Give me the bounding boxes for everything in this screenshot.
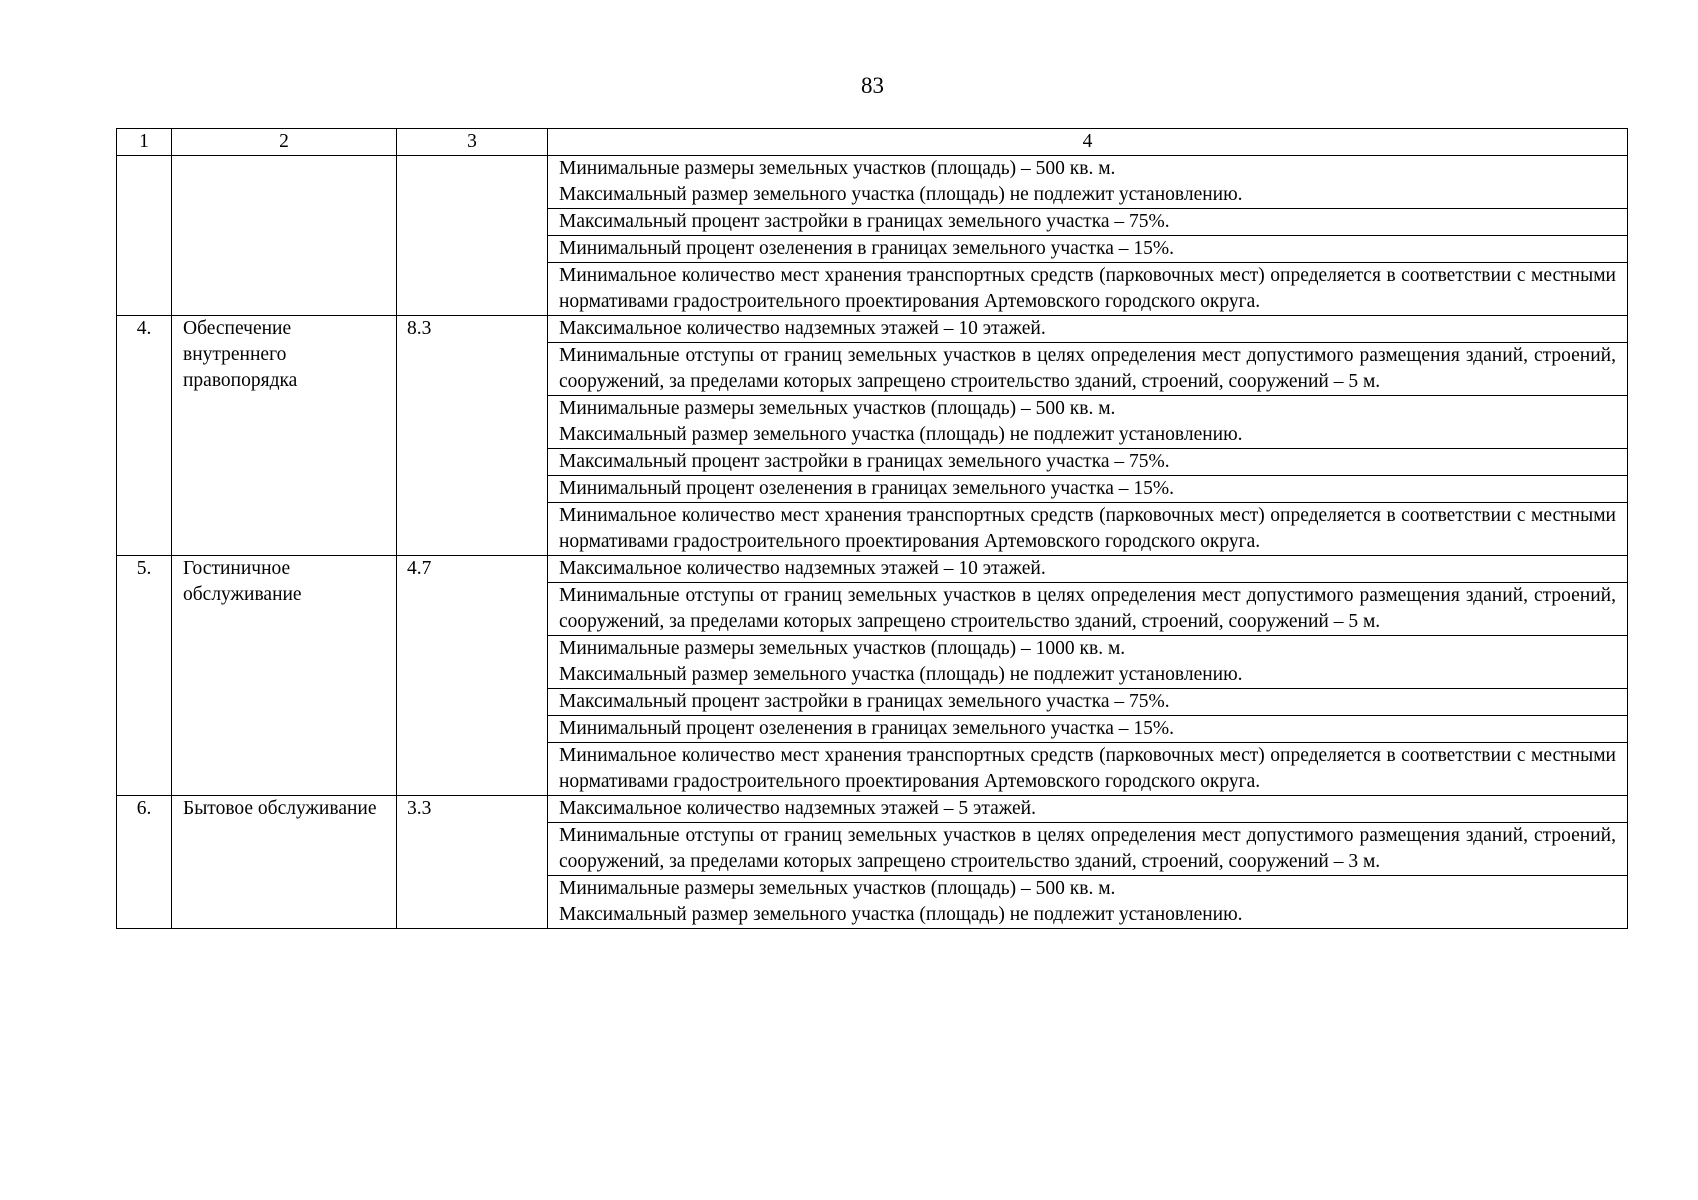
parameter-text: Минимальный процент озеленения в границах земельного участка – 15%. (559, 238, 1175, 259)
parameter-text: Минимальное количество мест хранения транспортных средств (парковочных мест) определяется в соответствии с местными нормативами градостроительного проектирования Артемовского городского округа. (559, 505, 1616, 552)
parameter-text: Минимальные отступы от границ земельных участков в целях определения мест допустимого размещения зданий, строений, сооружений, за пределами которых запрещено строительство зданий, строений, сооружений – 3 м. (559, 825, 1616, 872)
header-cell-3: 3 (397, 129, 548, 156)
row-number-cell: 5. (117, 556, 172, 796)
parameter-cell (548, 476, 1628, 503)
table-row (117, 316, 1628, 343)
row-number-cell: 4. (117, 316, 172, 556)
parameter-cell (548, 796, 1628, 823)
parameter-cell (548, 343, 1628, 396)
parameter-text: Максимальное количество надземных этажей – 10 этажей. (559, 558, 1046, 579)
parameter-text: Минимальные размеры земельных участков (площадь) – 500 кв. м. (559, 878, 1116, 899)
parameter-cell (548, 316, 1628, 343)
page-number: 83 (861, 73, 884, 98)
parameter-text: Минимальный процент озеленения в границах земельного участка – 15%. (559, 718, 1175, 739)
parameter-cell (548, 556, 1628, 583)
parameter-text: Максимальный процент застройки в границах земельного участка – 75%. (559, 451, 1170, 472)
parameter-text: Минимальный процент озеленения в границах земельного участка – 15%. (559, 478, 1175, 499)
table-row (117, 796, 1628, 823)
parameter-text: Максимальное количество надземных этажей – 10 этажей. (559, 318, 1046, 339)
row-number-cell (117, 156, 172, 316)
parameter-text: Максимальное количество надземных этажей – 5 этажей. (559, 798, 1036, 819)
parameter-text: Минимальные размеры земельных участков (площадь) – 500 кв. м. (559, 398, 1116, 419)
table-row (117, 156, 1628, 209)
parameter-cell (548, 396, 1628, 449)
parameter-text: Максимальный размер земельного участка (площадь) не подлежит установлению. (559, 664, 1243, 685)
use-type-name-cell: Обеспечение внутреннего правопорядка (172, 316, 397, 556)
parameter-text: Максимальный процент застройки в границах земельного участка – 75%. (559, 211, 1170, 232)
parameter-text: Максимальный размер земельного участка (площадь) не подлежит установлению. (559, 184, 1243, 205)
table-row (117, 556, 1628, 583)
parameter-text: Минимальные отступы от границ земельных участков в целях определения мест допустимого размещения зданий, строений, сооружений, за пределами которых запрещено строительство зданий, строений, сооружений – 5 м. (559, 585, 1616, 632)
use-type-name-cell: Бытовое обслуживание (172, 796, 397, 929)
parameter-cell (548, 716, 1628, 743)
parameter-cell (548, 583, 1628, 636)
parameter-cell (548, 823, 1628, 876)
parameter-cell (548, 236, 1628, 263)
parameter-text: Максимальный размер земельного участка (площадь) не подлежит установлению. (559, 424, 1243, 445)
parameter-cell (548, 449, 1628, 476)
parameter-cell (548, 263, 1628, 316)
parameter-text: Максимальный процент застройки в границах земельного участка – 75%. (559, 691, 1170, 712)
parameter-cell (548, 636, 1628, 689)
parameter-cell (548, 156, 1628, 209)
header-cell-4: 4 (548, 129, 1628, 156)
parameter-cell (548, 743, 1628, 796)
parameter-text: Максимальный размер земельного участка (площадь) не подлежит установлению. (559, 904, 1243, 925)
use-type-code-cell: 4.7 (397, 556, 548, 796)
use-type-name-cell: Гостиничное обслуживание (172, 556, 397, 796)
row-number-cell: 6. (117, 796, 172, 929)
table-body (117, 129, 1628, 929)
parameter-cell (548, 876, 1628, 929)
parameter-cell (548, 209, 1628, 236)
use-type-code-cell (397, 156, 548, 316)
parameter-text: Минимальное количество мест хранения транспортных средств (парковочных мест) определяется в соответствии с местными нормативами градостроительного проектирования Артемовского городского округа. (559, 265, 1616, 312)
parameter-text: Минимальные отступы от границ земельных участков в целях определения мест допустимого размещения зданий, строений, сооружений, за пределами которых запрещено строительство зданий, строений, сооружений – 5 м. (559, 345, 1616, 392)
use-type-name-cell (172, 156, 397, 316)
regulations-table (116, 128, 1628, 929)
parameter-text: Минимальные размеры земельных участков (площадь) – 500 кв. м. (559, 158, 1116, 179)
header-cell-2: 2 (172, 129, 397, 156)
use-type-code-cell: 8.3 (397, 316, 548, 556)
parameter-cell (548, 689, 1628, 716)
header-cell-1: 1 (117, 129, 172, 156)
table-header-row (117, 129, 1628, 156)
use-type-code-cell: 3.3 (397, 796, 548, 929)
parameter-cell (548, 503, 1628, 556)
parameter-text: Минимальные размеры земельных участков (площадь) – 1000 кв. м. (559, 638, 1126, 659)
parameter-text: Минимальное количество мест хранения транспортных средств (парковочных мест) определяется в соответствии с местными нормативами градостроительного проектирования Артемовского городского округа. (559, 745, 1616, 792)
